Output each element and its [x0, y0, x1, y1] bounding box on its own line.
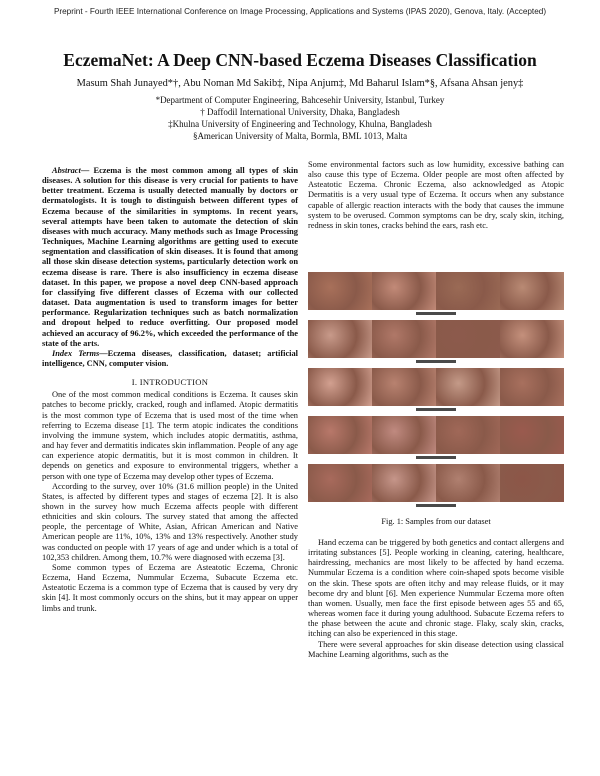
- sample-row-label: [416, 312, 456, 315]
- figure-caption: Fig. 1: Samples from our dataset: [381, 517, 491, 526]
- sample-image: [372, 368, 436, 406]
- intro-paragraph-2: According to the survey, over 10% (31.6 million people) in the United States, is affected by different types and stages of eczema [2]. It is also shown in the survey how much Eczema affects people with different ethnicities and skin colours. The survey stated that among the affected people, the percentage of White, Asian, African American and Native American people are 11%, 10%, 13% and 13% respectively. Another study was conducted on people with 17 years of age and under which is a total of 102,353 children. Among them, 10.7% were diagnosed with eczema [3].: [42, 481, 298, 562]
- sample-image: [500, 272, 564, 310]
- sample-image: [372, 416, 436, 454]
- sample-image: [308, 272, 372, 310]
- paper-title: EczemaNet: A Deep CNN-based Eczema Diseases Classification: [63, 50, 537, 70]
- index-terms-label: Index Terms: [52, 348, 100, 358]
- affiliation-3: ‡Khulna University of Engineering and Technology, Khulna, Bangladesh: [168, 119, 432, 129]
- right-paragraph-1: Hand eczema can be triggered by both genetics and contact allergens and irritating substances [5]. People working in cleaning, catering, healthcare, hairdressing, mechanics are most likely to be affected by hand eczema. Nummular Eczema is a condition where coin-shaped spots become visible on the skin. These spots are often itchy and may release fluids, or it may become dry and blunt [6]. Men experience Nummular Eczema more often than women. Usually, men face the first episode between ages 55 and 65, whereas women face it during young adulthood. Subacute Eczema refers to the phase between the acute and chronic stage. Flaky, scaly skin, cracks, itching can also be experienced in this stage.: [308, 538, 564, 639]
- sample-image: [308, 368, 372, 406]
- right-column-bottom: [308, 538, 564, 660]
- index-terms-text: —Eczema diseases, classification, dataset; artificial intelligence, CNN, computer vision.: [42, 348, 298, 368]
- affiliation-4: §American University of Malta, Bormla, BML 1013, Malta: [192, 131, 408, 141]
- right-column-top: [308, 160, 564, 231]
- sample-image: [436, 320, 500, 358]
- author-list: Masum Shah Junayed*†, Abu Noman Md Sakib‡, Nipa Anjum‡, Md Baharul Islam*§, Afsana Ahsan jeny‡: [76, 78, 524, 89]
- sample-image: [500, 464, 564, 502]
- sample-image: [308, 416, 372, 454]
- right-paragraph-continued: Some environmental factors such as low humidity, excessive bathing can also cause this type of Eczema. Older people are most often affected by Asteatotic Eczema. Chronic Eczema, also acknowledged as Atopic Dermatitis is a very usual type of Eczema. It occurs when any substance capable of allergic reaction interacts with the body that causes the immune system to be overused. Common symptoms can be dry, scaly skin, itching, redness in skin tones, cracks behind the ears, rash etc.: [308, 160, 564, 230]
- intro-paragraph-1: One of the most common medical conditions is Eczema. It causes skin patches to become prickly, cracked, rough and inflamed. Atopic dermatitis is the most common type of Eczema that is used most of the time when referring to Eczema disease [1]. The term atopic indicates the conditions involving the immune system, which includes atopic dermatitis, asthma, and hay fever and dermatitis indicates skin inflammation. People of any age can experience atopic dermatitis, but it is most common in children. It depends on genetics and exposure to environmental triggers, whether a person with one type of Eczema may develop other types of Eczema.: [42, 390, 298, 481]
- intro-paragraph-3: Some common types of Eczema are Asteatotic Eczema, Chronic Eczema, Hand Eczema, Nummular Eczema, Subacute Eczema etc. Asteatotic Eczema is a common type of Eczema that is caused by very dry skin [4]. It most commonly occurs on the shins, but it may appear on upper limbs and trunk.: [42, 562, 298, 613]
- abstract-label: Abstract: [52, 166, 81, 175]
- left-column: [42, 166, 298, 614]
- preprint-note: Preprint - Fourth IEEE International Conference on Image Processing, Applications and Systems (IPAS 2020), Genova, Italy. (Accepted): [53, 7, 547, 16]
- sample-image: [372, 320, 436, 358]
- sample-image: [500, 368, 564, 406]
- sample-image: [436, 272, 500, 310]
- sample-row-label: [416, 456, 456, 459]
- index-terms: [42, 349, 298, 369]
- sample-image: [436, 416, 500, 454]
- sample-image: [436, 464, 500, 502]
- sample-image: [436, 368, 500, 406]
- sample-row-label: [416, 408, 456, 411]
- sample-image: [372, 464, 436, 502]
- sample-image: [308, 320, 372, 358]
- sample-row-label: [416, 504, 456, 507]
- sample-figure: [308, 272, 564, 515]
- right-paragraph-2: There were several approaches for skin disease detection using classical Machine Learning algorithms, such as the: [308, 639, 564, 659]
- sample-image: [500, 320, 564, 358]
- sample-row-label: [416, 360, 456, 363]
- section-heading-introduction: I. INTRODUCTION: [131, 377, 209, 388]
- affiliation-1: *Department of Computer Engineering, Bahcesehir University, Istanbul, Turkey: [155, 95, 445, 105]
- sample-image: [372, 272, 436, 310]
- abstract-text: — Eczema is the most common among all types of skin diseases. A solution for this disease is very crucial for patients to have better treatment. Eczema is usually detected manually by doctors or dermatologists. It is tough to distinguish between different types of Eczema because of the similarities in symptoms. In recent years, several attempts have been taken to automate the detection of skin diseases with much accuracy. Many methods such as Image Processing Techniques, Machine Learning algorithms are getting used to execute segmentation and classification of skin diseases. It is found that among all those skin disease detection systems, particularly detection work on eczema disease is rare. There is also insufficiency in eczema disease dataset. In this paper, we propose a novel deep CNN-based approach for classifying five different classes of Eczema with our collected dataset. Data augmentation is used to transform images for better performance. Regularization techniques such as batch normalization and dropout helped to reduce overfitting. Our proposed model achieved an accuracy of 96.2%, which exceeded the performance of the state of the arts.: [42, 166, 298, 348]
- affiliation-2: † Daffodil International University, Dhaka, Bangladesh: [200, 107, 400, 117]
- abstract: [42, 166, 298, 349]
- sample-image: [308, 464, 372, 502]
- sample-image: [500, 416, 564, 454]
